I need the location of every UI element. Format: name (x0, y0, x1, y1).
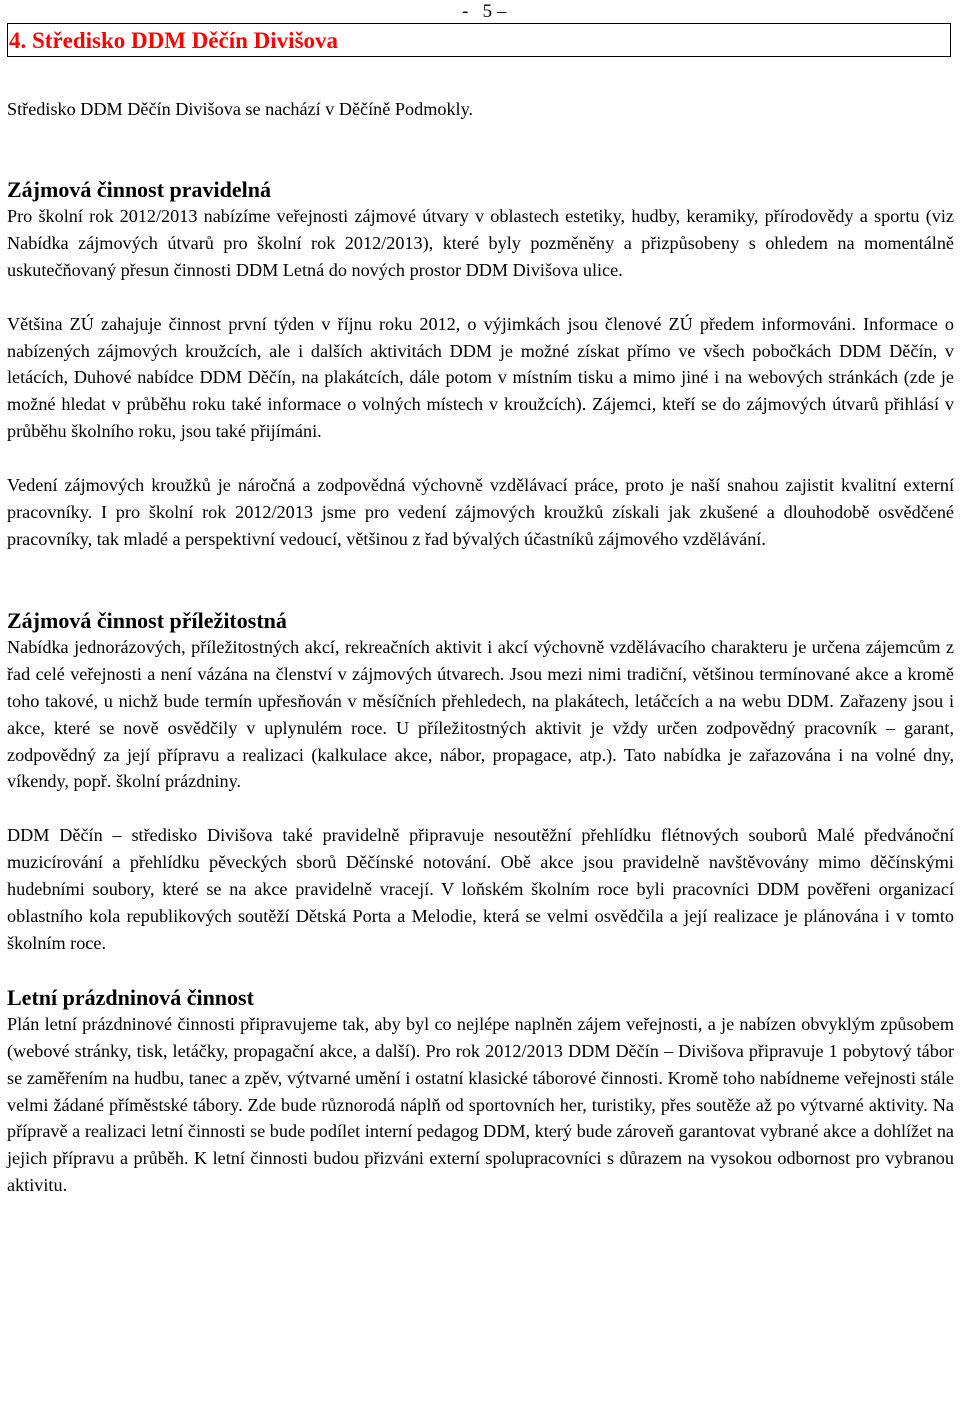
paragraph: Nabídka jednorázových, příležitostných akcí, rekreačních aktivit i akcí výchovně vzdělávacího charakteru je určena zájemcům z řad celé veřejnosti a není vázána na členství v zájmových útvarech. Jsou mezi nimi tradiční, většinou termínované akce a kromě toho takové, u nichž bude termín upřesňován v měsíčních přehledech, na plakátech, letáčcích a na webu DDM. Zařazeny jsou i akce, které se nově osvědčily v uplynulém roce. U příležitostných aktivit je vždy určen zodpovědný pracovník – garant, zodpovědný za její přípravu a realizaci (kalkulace akce, nábor, propagace, atp.). Tato nabídka je zařazována i na volné dny, víkendy, popř. školní prázdniny. (7, 636, 954, 792)
intro-paragraph: Středisko DDM Děčín Divišova se nachází v Děčíně Podmokly. (7, 99, 474, 119)
heading-occasional-activities: Zájmová činnost příležitostná (7, 607, 287, 633)
page-number: - 5 – (462, 1, 507, 22)
paragraph: Vedení zájmových kroužků je náročná a zodpovědná výchovně vzdělávací práce, proto je naší snahou zajistit kvalitní externí pracovníky. I pro školní rok 2012/2013 jsme pro vedení zájmových kroužků získali jak zkušené a dlouhodobě osvědčené pracovníky, tak mladé a perspektivní vedoucí, většinou z řad bývalých účastníků zájmového vzdělávání. (7, 475, 954, 549)
heading-summer-activities: Letní prázdninová činnost (7, 984, 254, 1010)
paragraph: Plán letní prázdninové činnosti připravujeme tak, aby byl co nejlépe naplněn zájem veřejnosti, a je nabízen obvyklým způsobem (webové stránky, tisk, letáčky, propagační akce, a další). Pro rok 2012/2013 DDM Děčín – Divišova připravuje 1 pobytový tábor se zaměřením na hudbu, tanec a zpěv, výtvarné umění i ostatní klasické táborové činnosti. Kromě toho nabídneme veřejnosti stále velmi žádané příměstské tábory. Zde bude různorodá náplň od sportovních her, turistiky, přes soutěže až po výtvarné aktivity. Na přípravě a realizaci letní činnosti se bude podílet interní pedagog DDM, který bude zároveň garantovat vybrané akce a dohlížet na jejich přípravu a průběh. K letní činnosti budou přizváni externí spolupracovníci s důrazem na vysokou odbornost pro vybranou aktivitu. (7, 1013, 954, 1196)
paragraph: Pro školní rok 2012/2013 nabízíme veřejnosti zájmové útvary v oblastech estetiky, hudby, keramiky, přírodovědy a sportu (viz Nabídka zájmových útvarů pro školní rok 2012/2013), které byly pozměněny a přizpůsobeny s ohledem na momentálně uskutečňovaný přesun činnosti DDM Letná do nových prostor DDM Divišova ulice. (7, 205, 954, 280)
section-title: 4. Středisko DDM Děčín Divišova (9, 28, 339, 53)
paragraph: DDM Děčín – středisko Divišova také pravidelně připravuje nesoutěžní přehlídku flétnových souborů Malé předvánoční muzicírování a přehlídku pěveckých sborů Děčínské notování. Obě akce jsou pravidelně navštěvovány mimo děčínskými hudebními soubory, které se na akce pravidelně vracejí. V loňském školním roce byli pracovníci DDM pověřeni organizací oblastního kola republikových soutěží Dětská Porta a Melodie, která se velmi osvědčila a její realizace je plánována i v tomto školním roce. (7, 825, 954, 953)
heading-regular-activities: Zájmová činnost pravidelná (7, 176, 272, 202)
paragraph: Většina ZÚ zahajuje činnost první týden v říjnu roku 2012, o výjimkách jsou členové ZÚ předem informováni. Informace o nabízených zájmových kroužcích, ale i dalších aktivitách DDM je možné získat přímo ve všech pobočkách DDM Děčín, v letácích, Duhové nabídce DDM Děčín, na plakátcích, dále potom v místním tisku a mimo jiné i na webových stránkách (zde je možné hledat v průběhu roku také informace o volných místech v kroužcích). Zájemci, kteří se do zájmových útvarů přihlásí v průběhu školního roku, jsou také přijímáni. (7, 313, 954, 442)
document-body (7, 96, 954, 1199)
